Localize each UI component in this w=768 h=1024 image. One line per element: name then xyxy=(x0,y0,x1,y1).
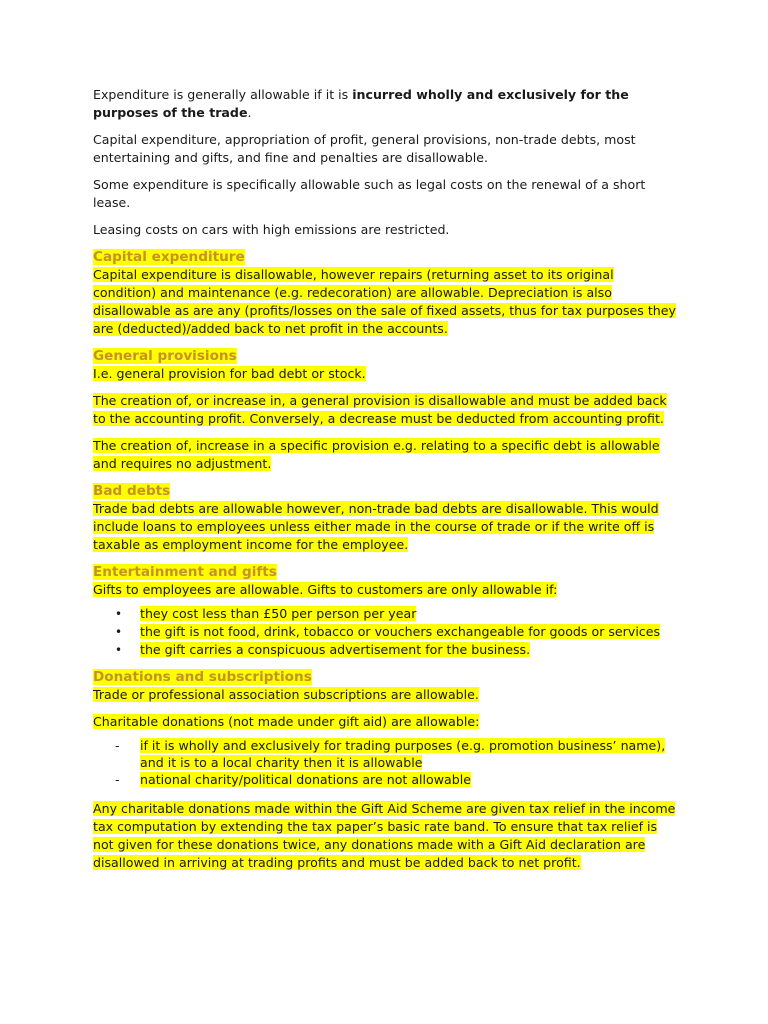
entertainment-heading-text: Entertainment and gifts xyxy=(93,564,277,580)
intro-paragraph-4: Leasing costs on cars with high emissions are restricted. xyxy=(93,222,450,237)
dash-marker: - xyxy=(115,772,120,787)
intro-paragraph-3: Some expenditure is specifically allowable such as legal costs on the renewal of a short lease. xyxy=(93,177,646,210)
entertainment-line-text: Gifts to employees are allowable. Gifts to customers are only allowable if: xyxy=(93,582,558,597)
donations-line-2-text: Charitable donations (not made under gift aid) are allowable: xyxy=(93,714,480,729)
intro-text: Expenditure is generally allowable if it is xyxy=(93,87,353,102)
bad-debts-heading-text: Bad debts xyxy=(93,483,171,499)
bullet-marker: • xyxy=(115,607,123,621)
list-item xyxy=(93,623,676,641)
donations-line-1 xyxy=(93,686,676,704)
capital-expenditure-heading-text: Capital expenditure xyxy=(93,249,245,265)
list-item xyxy=(93,737,676,771)
capital-expenditure-body xyxy=(93,266,676,338)
list-item xyxy=(93,605,676,623)
general-provisions-para-2-text: The creation of, increase in a specific provision e.g. relating to a specific debt is allowable and requires no adjustment. xyxy=(93,438,660,471)
entertainment-heading xyxy=(93,564,676,581)
general-provisions-heading-text: General provisions xyxy=(93,348,237,364)
general-provisions-para-1-text: The creation of, or increase in, a general provision is disallowable and must be added back to the accounting profit. Conversely, a decrease must be deducted from accounting profit. xyxy=(93,393,667,426)
entertainment-line xyxy=(93,581,676,599)
general-provisions-para-1 xyxy=(93,392,676,428)
bad-debts-heading xyxy=(93,483,676,500)
list-item xyxy=(93,771,676,788)
general-provisions-para-2 xyxy=(93,437,676,473)
intro-paragraph-2: Capital expenditure, appropriation of profit, general provisions, non-trade debts, most entertaining and gifts, and fine and penalties are disallowable. xyxy=(93,132,636,165)
capital-expenditure-heading xyxy=(93,249,676,266)
donations-dash-list xyxy=(93,737,676,788)
donations-line-1-text: Trade or professional association subscriptions are allowable. xyxy=(93,687,479,702)
intro-period: . xyxy=(247,105,252,120)
general-provisions-line-text: I.e. general provision for bad debt or stock. xyxy=(93,366,366,381)
bullet-marker: • xyxy=(115,643,123,657)
capital-expenditure-text: Capital expenditure is disallowable, however repairs (returning asset to its original condition) and maintenance (e.g. redecoration) are allowable. Depreciation is also disallowable as are any (profits/losses on the sale of fixed assets, thus for tax purposes they are (deducted)/added back to net profit in the accounts. xyxy=(93,267,676,336)
entertainment-bullet-list xyxy=(93,605,676,659)
general-provisions-heading xyxy=(93,348,676,365)
dash-marker: - xyxy=(115,738,120,753)
donations-heading-text: Donations and subscriptions xyxy=(93,669,312,685)
intro-paragraph-1 xyxy=(93,86,676,122)
bullet-marker: • xyxy=(115,625,123,639)
list-item xyxy=(93,641,676,659)
bullet-text: they cost less than £50 per person per year xyxy=(140,606,417,621)
gift-aid-text: Any charitable donations made within the Gift Aid Scheme are given tax relief in the income tax computation by extending the tax paper’s basic rate band. To ensure that tax relief is not given for these donations twice, any donations made with a Gift Aid declaration are disallowed in arriving at trading profits and must be added back to net profit. xyxy=(93,801,676,870)
dash-text: if it is wholly and exclusively for trading purposes (e.g. promotion business’ name), and it is to a local charity then it is allowable xyxy=(140,738,666,770)
bad-debts-text: Trade bad debts are allowable however, non-trade bad debts are disallowable. This would include loans to employees unless either made in the course of trade or if the write off is taxable as employment income for the employee. xyxy=(93,501,659,552)
bad-debts-body xyxy=(93,500,676,554)
bullet-text: the gift carries a conspicuous advertisement for the business. xyxy=(140,642,531,657)
donations-line-2 xyxy=(93,713,676,731)
gift-aid-paragraph xyxy=(93,800,676,872)
dash-text: national charity/political donations are not allowable xyxy=(140,772,472,787)
bullet-text: the gift is not food, drink, tobacco or vouchers exchangeable for goods or services xyxy=(140,624,661,639)
donations-heading xyxy=(93,669,676,686)
intro-bold-text: incurred wholly and exclusively for the purposes of the trade xyxy=(93,87,629,120)
general-provisions-line xyxy=(93,365,676,383)
